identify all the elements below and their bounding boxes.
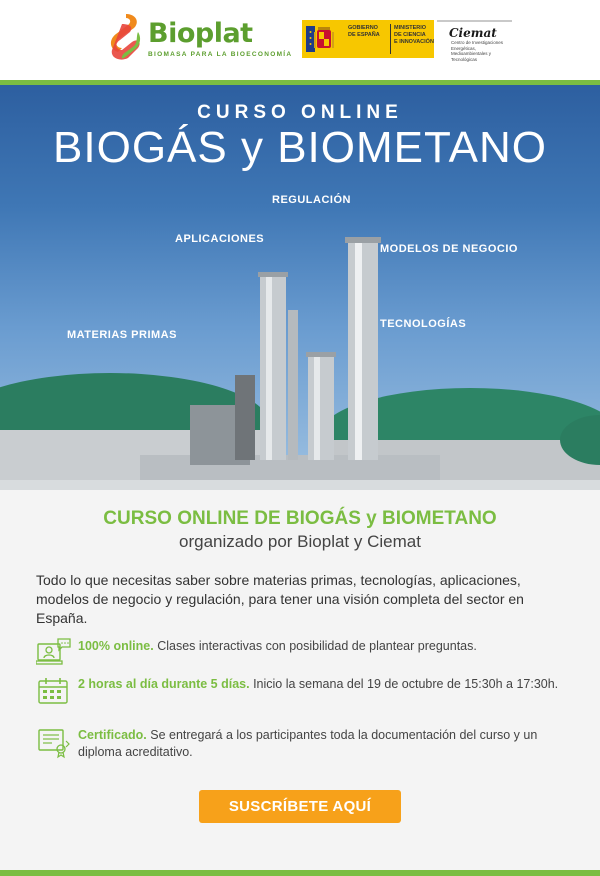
hero-title: BIOGÁS y BIOMETANO [53, 123, 547, 172]
bioplat-logo[interactable] [108, 12, 293, 64]
ciemat-logo[interactable] [437, 20, 512, 62]
hero-kicker: CURSO ONLINE [197, 102, 403, 123]
bioplat-logo-mark-icon [108, 12, 144, 62]
label-tecnologias: TECNOLOGÍAS [380, 318, 467, 330]
header [0, 0, 600, 80]
ministerio-logo[interactable] [302, 20, 434, 58]
certificate-icon [36, 727, 72, 759]
calendar-icon [36, 676, 72, 708]
partner-logos [302, 20, 512, 62]
ciemat-subtitle: Centro de Investigaciones Energéticas, Medioambientales y Tecnológicas [451, 40, 504, 62]
course-intro: Todo lo que necesitas saber sobre materias primas, tecnologías, aplicaciones, modelos de negocio y regulación, para tener una visión completa del sector en España. [36, 572, 524, 626]
online-class-icon [36, 638, 72, 670]
course-title: CURSO ONLINE DE BIOGÁS y BIOMETANO [103, 508, 497, 529]
subscribe-button[interactable]: SUSCRÍBETE AQUÍ [199, 790, 401, 823]
feature-online-text: 100% online. Clases interactivas con posibilidad de plantear preguntas. [78, 639, 477, 653]
feature-schedule-text: 2 horas al día durante 5 días. Inicio la semana del 19 de octubre de 15:30h a 17:30h. [78, 677, 559, 691]
footer-divider [0, 870, 600, 876]
gobierno-text: GOBIERNO DE ESPAÑA [348, 25, 380, 38]
bioplat-tagline: BIOMASA PARA LA BIOECONOMÍA [148, 51, 293, 58]
bioplat-wordmark: Bioplat [148, 18, 253, 49]
label-regulacion: REGULACIÓN [272, 194, 351, 206]
course-info-section [0, 490, 600, 870]
ciemat-wordmark: Ciemat [449, 26, 497, 40]
ministerio-text: MINISTERIO DE CIENCIA E INNOVACIÓN [394, 25, 434, 45]
gov-divider [390, 24, 391, 54]
hero-banner [0, 85, 600, 490]
label-aplicaciones: APLICACIONES [175, 233, 265, 245]
label-modelos-de-negocio: MODELOS DE NEGOCIO [380, 243, 518, 255]
label-materias-primas: MATERIAS PRIMAS [67, 329, 177, 341]
course-subtitle: organizado por Bioplat y Ciemat [179, 532, 421, 551]
feature-certificate-text: Certificado. Se entregará a los participantes toda la documentación del curso y un diploma acreditativo. [78, 728, 538, 759]
spain-coat-of-arms-icon [305, 24, 345, 54]
